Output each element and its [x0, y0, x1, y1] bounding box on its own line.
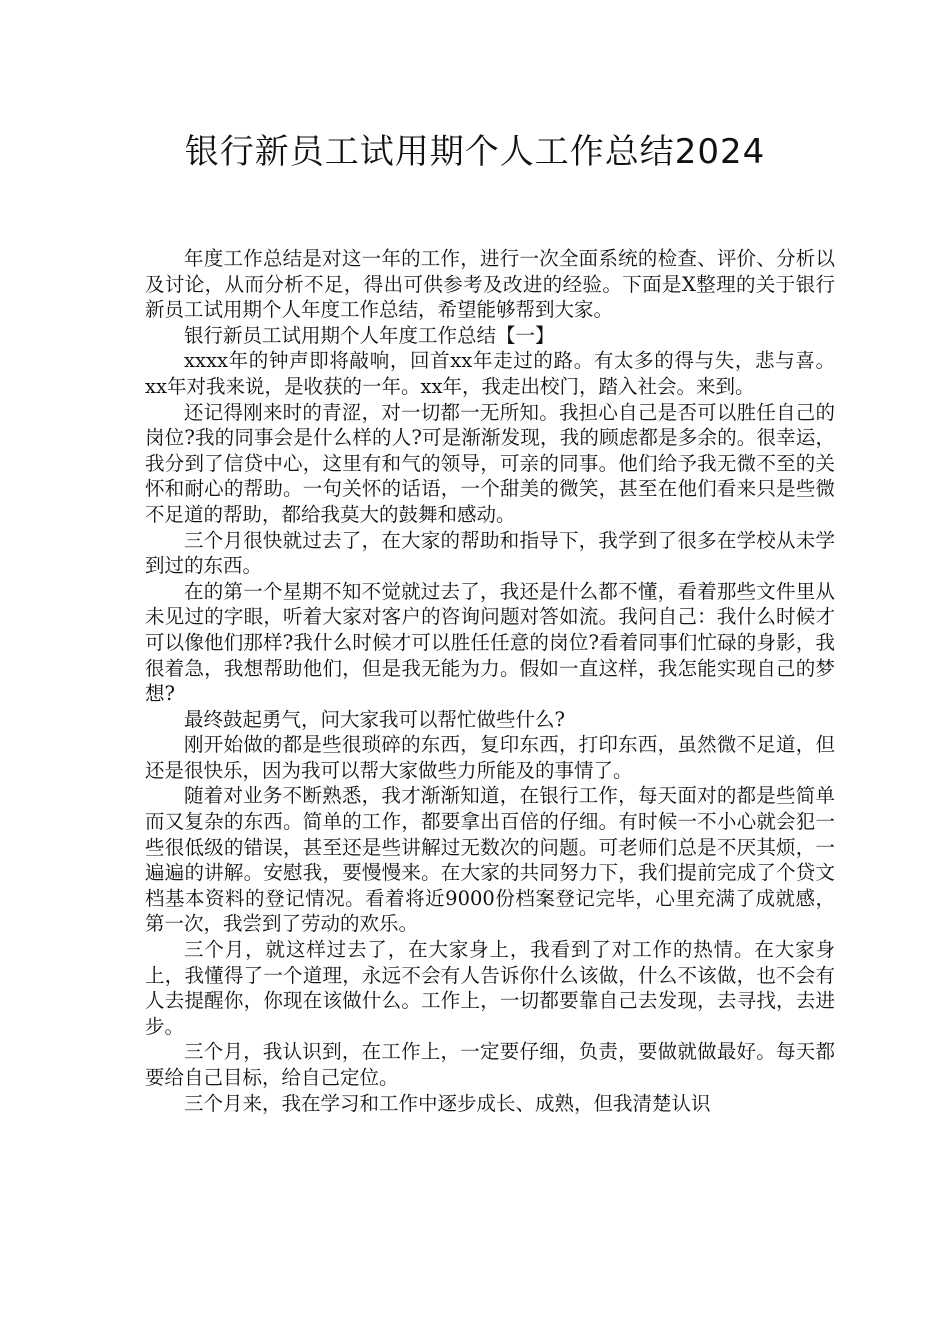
paragraph: 还记得刚来时的青涩，对一切都一无所知。我担心自己是否可以胜任自己的岗位?我的同事会是什么样的人?可是渐渐发现，我的顾虑都是多余的。很幸运，我分到了信贷中心，这里有和气的领导，可亲的同事。他们给予我无微不至的关怀和耐心的帮助。一句关怀的话语，一个甜美的微笑，甚至在他们看来只是些微不足道的帮助，都给我莫大的鼓舞和感动。 — [145, 400, 835, 526]
section-heading: 银行新员工试用期个人年度工作总结【一】 — [184, 323, 555, 347]
paragraph: 最终鼓起勇气，问大家我可以帮忙做些什么? — [184, 707, 565, 731]
paragraph: 三个月来，我在学习和工作中逐步成长、成熟，但我清楚认识 — [184, 1091, 711, 1115]
paragraph: 三个月，就这样过去了，在大家身上，我看到了对工作的热情。在大家身上，我懂得了一个道理，永远不会有人告诉你什么该做，什么不该做，也不会有人去提醒你，你现在该做什么。工作上，一切都要靠自己去发现，去寻找，去进步。 — [145, 938, 835, 1038]
paragraph: xxxx年的钟声即将敲响，回首xx年走过的路。有太多的得与失，悲与喜。xx年对我来说，是收获的一年。xx年，我走出校门，踏入社会。来到。 — [145, 349, 835, 398]
document-title: 银行新员工试用期个人工作总结2024 — [184, 132, 766, 172]
paragraph: 刚开始做的都是些很琐碎的东西，复印东西，打印东西，虽然微不足道，但还是很快乐，因为我可以帮大家做些力所能及的事情了。 — [145, 733, 835, 782]
paragraph: 三个月，我认识到，在工作上，一定要仔细，负责，要做就做最好。每天都要给自己目标，给自己定位。 — [145, 1040, 835, 1089]
paragraph-intro: 年度工作总结是对这一年的工作，进行一次全面系统的检查、评价、分析以及讨论，从而分析不足，得出可供参考及改进的经验。下面是X整理的关于银行新员工试用期个人年度工作总结，希望能够帮到大家。 — [145, 247, 835, 322]
paragraph: 三个月很快就过去了，在大家的帮助和指导下，我学到了很多在学校从未学到过的东西。 — [145, 528, 835, 578]
paragraph: 随着对业务不断熟悉，我才渐渐知道，在银行工作，每天面对的都是些简单而又复杂的东西。简单的工作，都要拿出百倍的仔细。有时候一不小心就会犯一些很低级的错误，甚至还是些讲解过无数次的问题。可老师们总是不厌其烦，一遍遍的讲解。安慰我，要慢慢来。在大家的共同努力下，我们提前完成了个贷文档基本资料的登记情况。看着将近9000份档案登记完毕，心里充满了成就感，第一次，我尝到了劳动的欢乐。 — [145, 784, 835, 936]
document-body — [145, 246, 835, 1116]
paragraph: 在的第一个星期不知不觉就过去了，我还是什么都不懂，看着那些文件里从未见过的字眼，听着大家对客户的咨询问题对答如流。我问自己：我什么时候才可以像他们那样?我什么时候才可以胜任任意的岗位?看着同事们忙碌的身影，我很着急，我想帮助他们，但是我无能为力。假如一直这样，我怎能实现自己的梦想? — [145, 579, 835, 706]
